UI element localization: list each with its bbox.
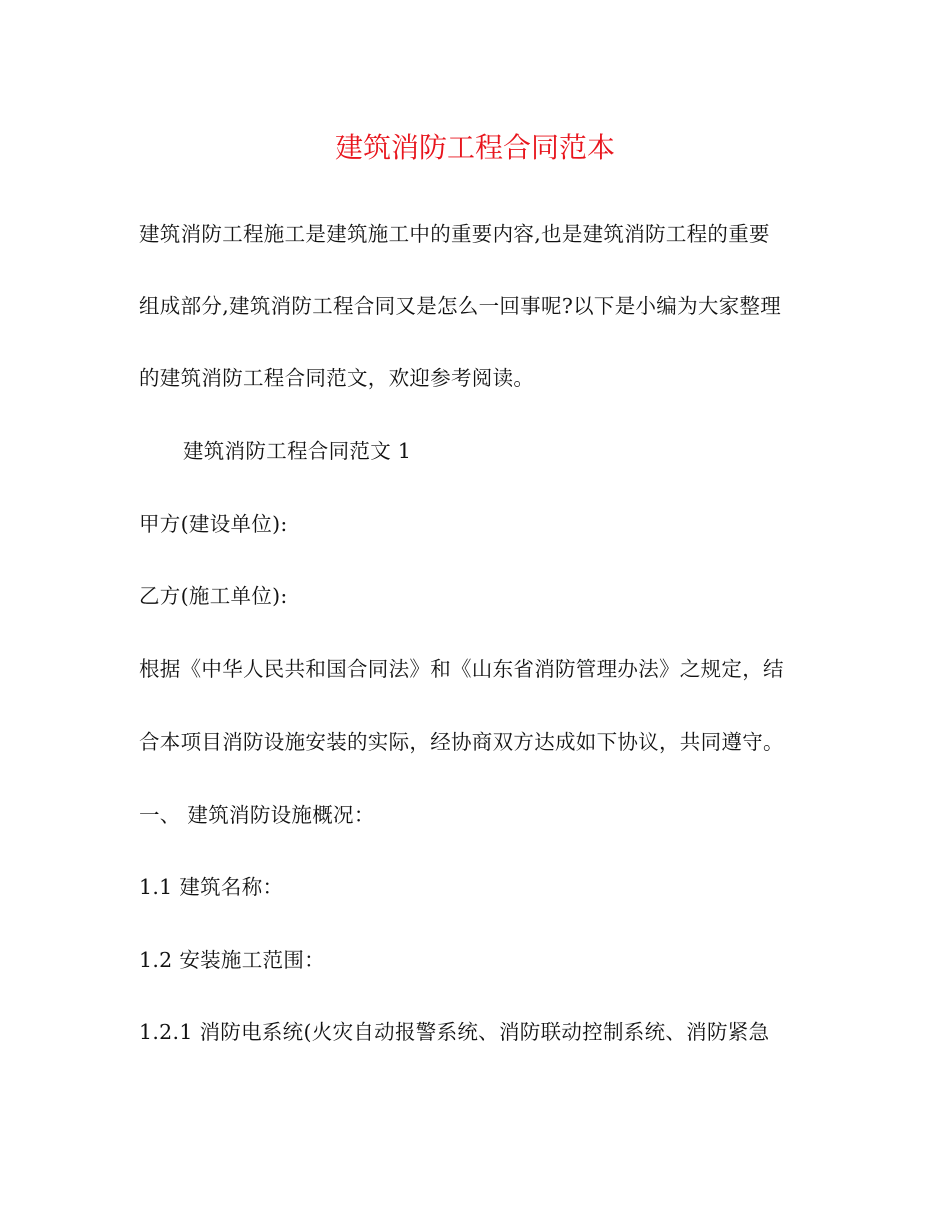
basis-line-2: 合本项目消防设施安装的实际，经协商双方达成如下协议，共同遵守。 (139, 730, 784, 754)
document-title: 建筑消防工程合同范本 (334, 131, 615, 164)
item-1-2-1: 1.2.1 消防电系统(火灾自动报警系统、消防联动控制系统、消防紧急 (139, 1020, 770, 1044)
item-1-2: 1.2 安装施工范围： (139, 948, 325, 972)
basis-line-1: 根据《中华人民共和国合同法》和《山东省消防管理办法》之规定，结 (139, 657, 784, 681)
intro-line-1: 建筑消防工程施工是建筑施工中的重要内容,也是建筑消防工程的重要 (139, 222, 770, 246)
sample-heading: 建筑消防工程合同范文 1 (183, 439, 412, 463)
party-b-line: 乙方(施工单位): (139, 584, 288, 608)
item-1-1: 1.1 建筑名称： (139, 875, 284, 899)
section-1-heading: 一、 建筑消防设施概况： (139, 803, 375, 827)
intro-line-3: 的建筑消防工程合同范文，欢迎参考阅读。 (139, 366, 535, 390)
party-a-line: 甲方(建设单位): (139, 512, 288, 536)
intro-line-2: 组成部分,建筑消防工程合同又是怎么一回事呢?以下是小编为大家整理 (139, 294, 782, 318)
